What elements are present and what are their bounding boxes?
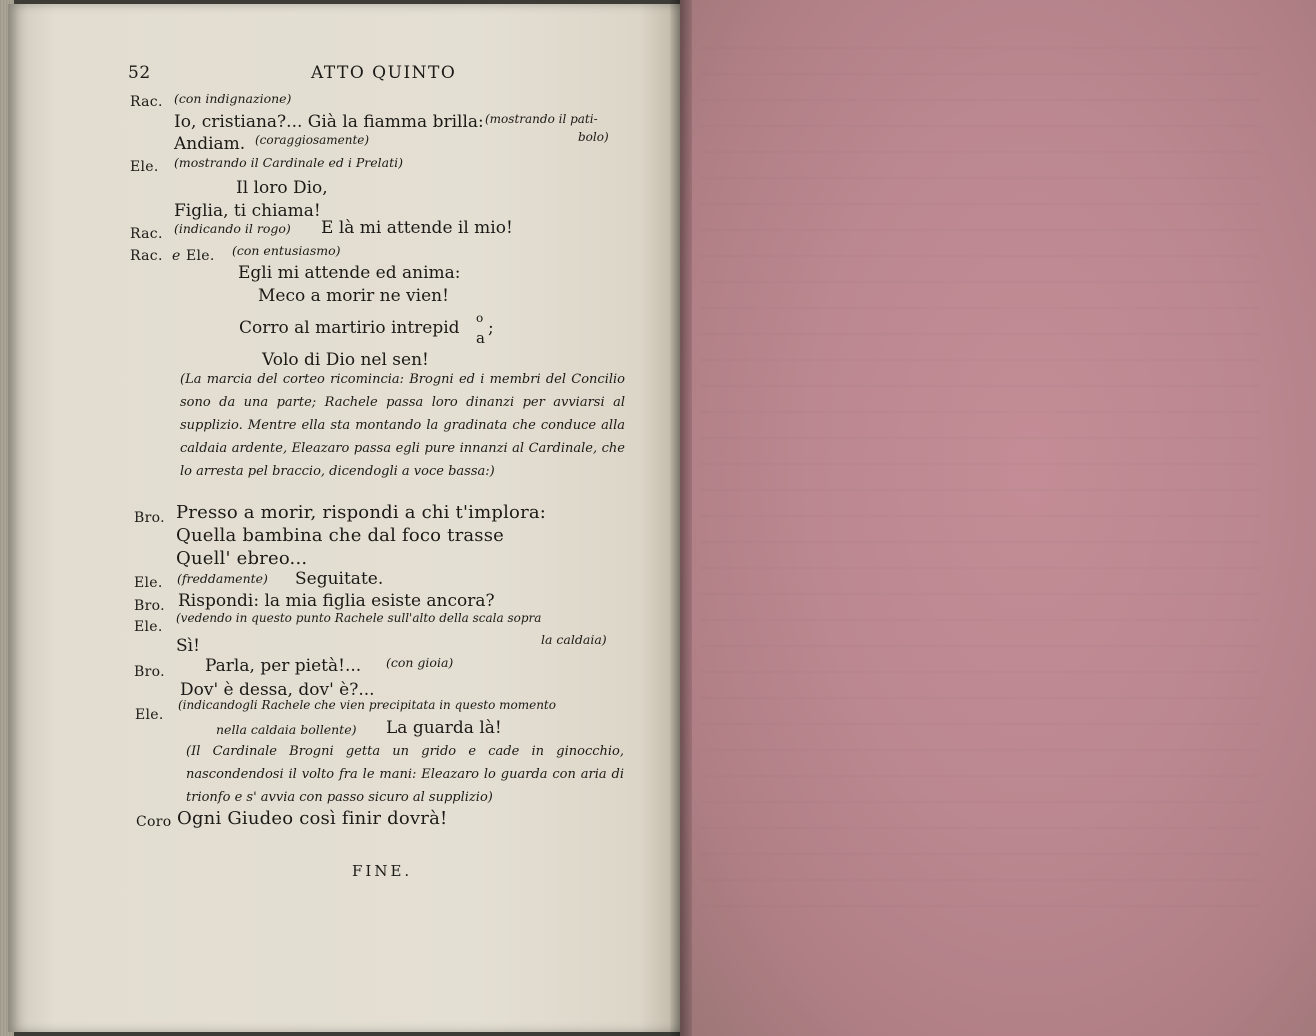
stage-direction: (con entusiasmo)	[232, 243, 341, 258]
page-number: 52	[128, 63, 151, 83]
stage-direction: (con gioia)	[386, 655, 454, 670]
verse-line: Rispondi: la mia figlia esiste ancora?	[178, 591, 495, 611]
speaker-brogni: Bro.	[134, 598, 165, 614]
verse-line: Sì!	[176, 636, 200, 656]
speaker-rachele: Rac.	[130, 226, 163, 242]
verse-punct: ;	[488, 318, 494, 338]
stage-direction: (coraggiosamente)	[255, 133, 370, 147]
speaker-rachele: Rac.	[130, 248, 163, 264]
stage-direction-block: (La marcia del corteo ricomincia: Brogni ed i membri del Concilio sono da una parte; Rachele passa loro dinanzi per avviarsi al supplizio. Mentre ella sta montando la gradinata che conduce alla caldaia ardente, Eleazaro passa egli pure innanzi al Cardinale, che lo arresta pel braccio, dicendogli a voce bassa:)	[180, 372, 625, 479]
verse-line: Ogni Giudeo così finir dovrà!	[177, 808, 448, 829]
running-title: ATTO QUINTO	[311, 63, 457, 83]
speaker-eleazaro: Ele.	[135, 707, 164, 723]
conjunction: e	[172, 248, 181, 264]
verse-line: Figlia, ti chiama!	[174, 201, 321, 221]
stage-direction: (mostrando il pati-	[485, 112, 598, 126]
verse-line: Parla, per pietà!...	[205, 656, 362, 676]
speaker-eleazaro: Ele.	[130, 159, 159, 175]
speaker-eleazaro: Ele.	[186, 248, 215, 264]
stage-direction: (mostrando il Cardinale ed i Prelati)	[174, 155, 403, 170]
verse-line: Corro al martirio intrepid	[239, 318, 460, 338]
verse-variant-a: a	[476, 329, 485, 347]
fine-label: FINE.	[352, 862, 413, 880]
verse-variant-o: o	[476, 311, 484, 325]
verse-line: Volo di Dio nel sen!	[262, 350, 429, 370]
speaker-eleazaro: Ele.	[134, 619, 163, 635]
verse-line: Dov' è dessa, dov' è?...	[180, 680, 375, 700]
stage-direction: (vedendo in questo punto Rachele sull'alto della scala sopra	[176, 611, 542, 625]
stage-direction-cont: bolo)	[578, 130, 609, 144]
stage-direction: (indicandogli Rachele che vien precipitata in questo momento	[178, 698, 556, 712]
speaker-rachele: Rac.	[130, 94, 163, 110]
speaker-coro: Coro	[136, 814, 172, 830]
stage-direction: (con indignazione)	[174, 91, 292, 106]
verse-line: Quella bambina che dal foco trasse	[176, 525, 505, 546]
show-through-texture	[700, 30, 1260, 930]
verse-line: La guarda là!	[386, 718, 502, 738]
verse-line: Il loro Dio,	[236, 178, 328, 198]
verse-line: Quell' ebreo...	[176, 548, 308, 569]
speaker-eleazaro: Ele.	[134, 575, 163, 591]
verse-line: Io, cristiana?... Già la fiamma brilla:	[174, 112, 484, 132]
stage-direction-block: (Il Cardinale Brogni getta un grido e cade in ginocchio, nascondendosi il volto fra le mani: Eleazaro lo guarda con aria di trionfo e s' avvia con passo sicuro al supplizio)	[186, 744, 624, 805]
verse-line: Presso a morir, rispondi a chi t'implora:	[176, 502, 547, 523]
verse-line: Egli mi attende ed anima:	[238, 263, 461, 283]
verse-line: Andiam.	[174, 134, 246, 154]
book-gutter	[670, 0, 692, 1036]
stage-direction: (freddamente)	[177, 571, 268, 586]
speaker-brogni: Bro.	[134, 664, 165, 680]
stage-direction: (indicando il rogo)	[174, 221, 291, 236]
stage-direction-cont: la caldaia)	[541, 632, 607, 647]
speaker-brogni: Bro.	[134, 510, 165, 526]
stage-direction-cont: nella caldaia bollente)	[216, 722, 357, 737]
verse-line: Meco a morir ne vien!	[258, 286, 449, 306]
verse-line: E là mi attende il mio!	[321, 218, 513, 238]
verse-line: Seguitate.	[295, 569, 384, 589]
